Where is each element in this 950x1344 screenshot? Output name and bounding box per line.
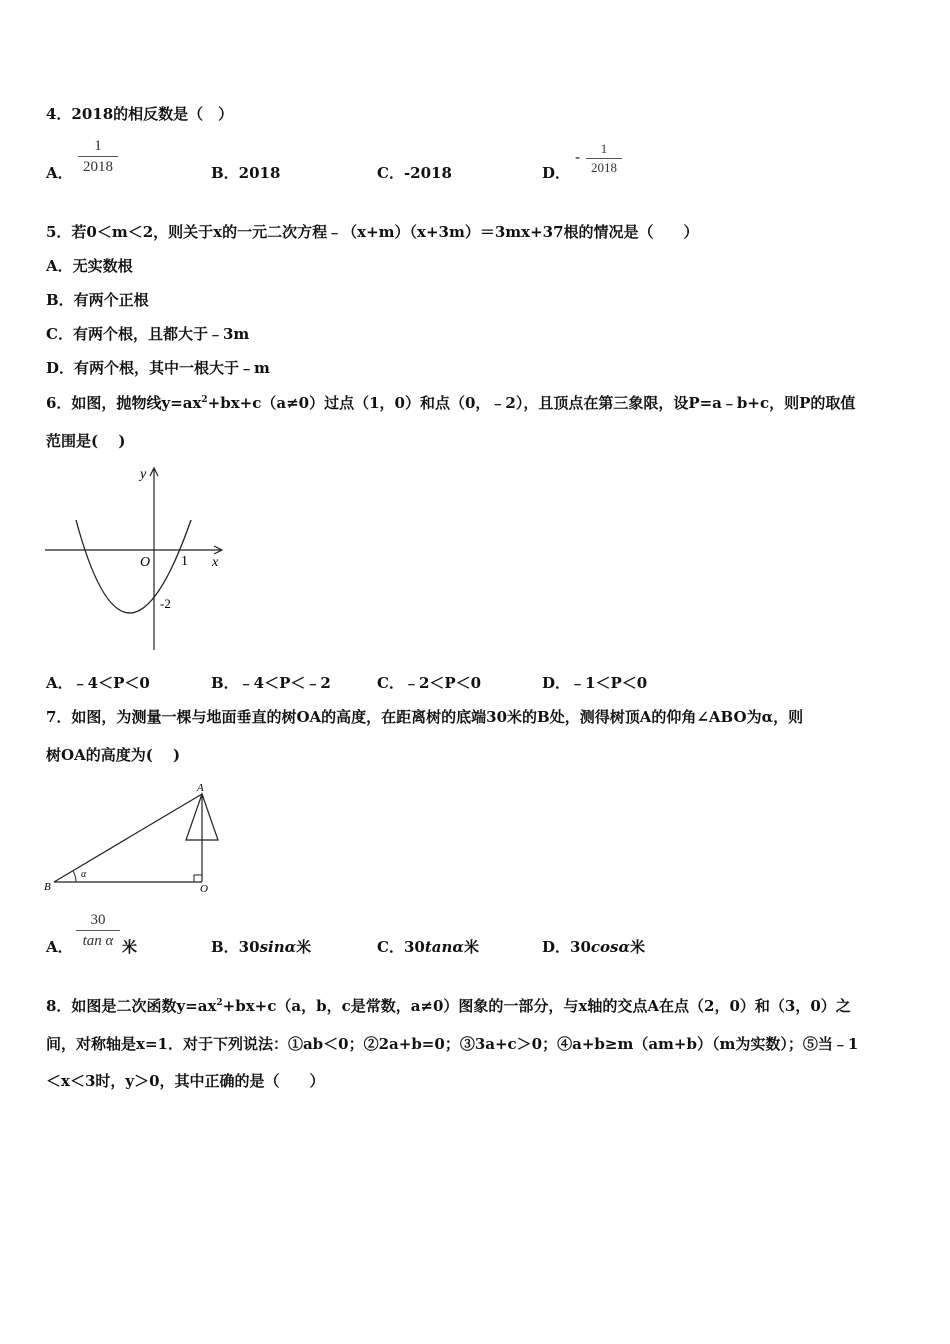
q4-stem: 4．2018的相反数是（ ） — [46, 105, 234, 123]
q7-label-a: A — [197, 782, 204, 794]
q8-line1-part2: +bx+c（a，b，c是常数，a≠0）图象的一部分，与x轴的交点A在点（2，0）和（3，0）之 — [222, 997, 851, 1015]
q7-option-b — [211, 936, 311, 957]
q4-option-c: C．-2018 — [377, 164, 452, 182]
q7-stem: 7．如图，为测量一棵与地面垂直的树OA的高度，在距离树的底端30米的B处，测得树顶A的仰角∠ABO为α，则 — [46, 708, 804, 726]
q7-option-b-func: sinα — [259, 938, 297, 956]
q7-option-d-label: D．30 — [542, 938, 591, 956]
q7-option-d-unit: 米 — [630, 938, 646, 956]
q6-option-c: C．﹣2＜P＜0 — [377, 674, 482, 692]
q8-line1-part1: 8．如图是二次函数y=ax — [46, 997, 217, 1015]
q7-option-c-unit: 米 — [463, 938, 479, 956]
q8-line1-superscript: 2 — [216, 998, 223, 1008]
q7-label-alpha: α — [81, 869, 87, 880]
q4-option-d-minus: - — [575, 148, 581, 166]
q7-option-c-label: C．30 — [377, 938, 425, 956]
q5-option-c: C．有两个根，且都大于﹣3m — [46, 325, 250, 343]
q7-option-d-func: cosα — [590, 938, 631, 956]
q6-stem-part1: 6．如图，抛物线y=ax — [46, 394, 202, 412]
q7-option-c-func: tanα — [424, 938, 464, 956]
q4-option-d-label: D． — [542, 164, 571, 182]
q4-option-d-denominator: 2018 — [591, 160, 617, 175]
q7-option-c — [377, 936, 479, 957]
q7-stem-line2: 树OA的高度为( ) — [46, 746, 181, 764]
q6-option-b: B．﹣4＜P＜﹣2 — [211, 674, 331, 692]
q7-option-a-unit: 米 — [122, 938, 138, 956]
q4-option-a-numerator: 1 — [94, 138, 102, 154]
q5-option-d: D．有两个根，其中一根大于﹣m — [46, 359, 270, 377]
q4-option-d-numerator: 1 — [600, 141, 608, 156]
q7-option-a-denominator: tan α — [82, 933, 114, 949]
q7-segment-ba — [54, 794, 202, 882]
q8-stem-line3: ＜x＜3时，y＞0，其中正确的是（ ） — [46, 1072, 325, 1090]
q6-minus-two-label: -2 — [160, 596, 171, 611]
q6-parabola-curve — [76, 520, 191, 613]
q7-alpha-arc — [73, 871, 76, 882]
q4-option-d-fraction — [586, 141, 622, 176]
q4-option-a-denominator: 2018 — [83, 159, 113, 175]
q6-stem — [46, 392, 855, 413]
q4-option-a-label: A． — [46, 164, 73, 182]
q7-option-b-unit: 米 — [296, 938, 312, 956]
q5-stem: 5．若0＜m＜2，则关于x的一元二次方程﹣（x+m）（x+3m）＝3mx+37根的情况是（ ） — [46, 223, 699, 241]
q7-label-b: B — [44, 881, 51, 893]
q6-option-d: D．﹣1＜P＜0 — [542, 674, 648, 692]
q7-option-d — [542, 936, 645, 957]
q7-option-a-fraction — [76, 911, 120, 950]
q6-y-label: y — [140, 467, 147, 482]
q7-option-a-numerator: 30 — [90, 912, 106, 928]
q5-option-b: B．有两个正根 — [46, 291, 149, 309]
q5-option-a: A．无实数根 — [46, 257, 133, 275]
q8-stem-line2: 间，对称轴是x=1．对于下列说法：①ab＜0；②2a+b=0；③3a+c＞0；④a+b≥m（am+b）（m为实数）；⑤当﹣1 — [46, 1035, 859, 1053]
q6-x-label: x — [212, 555, 219, 570]
q7-option-a-label: A． — [46, 938, 73, 956]
q7-right-angle-mark — [194, 875, 202, 882]
q6-option-a: A．﹣4＜P＜0 — [46, 674, 150, 692]
q6-parabola-figure — [40, 462, 240, 654]
q7-triangle-figure — [40, 778, 220, 894]
q6-stem-superscript: 2 — [201, 395, 208, 405]
q6-stem-line2: 范围是( ) — [46, 432, 126, 450]
q4-option-a-fraction — [78, 137, 118, 176]
q6-stem-part2: +bx+c（a≠0）过点（1，0）和点（0，﹣2），且顶点在第三象限，设P=a﹣b+c，则P的取值 — [207, 394, 856, 412]
q6-origin-label: O — [140, 555, 151, 570]
q8-stem-line1 — [46, 995, 851, 1016]
q7-option-b-label: B．30 — [211, 938, 260, 956]
q4-option-b: B．2018 — [211, 164, 281, 182]
q7-label-o: O — [200, 883, 208, 894]
q6-one-label: 1 — [181, 554, 188, 569]
